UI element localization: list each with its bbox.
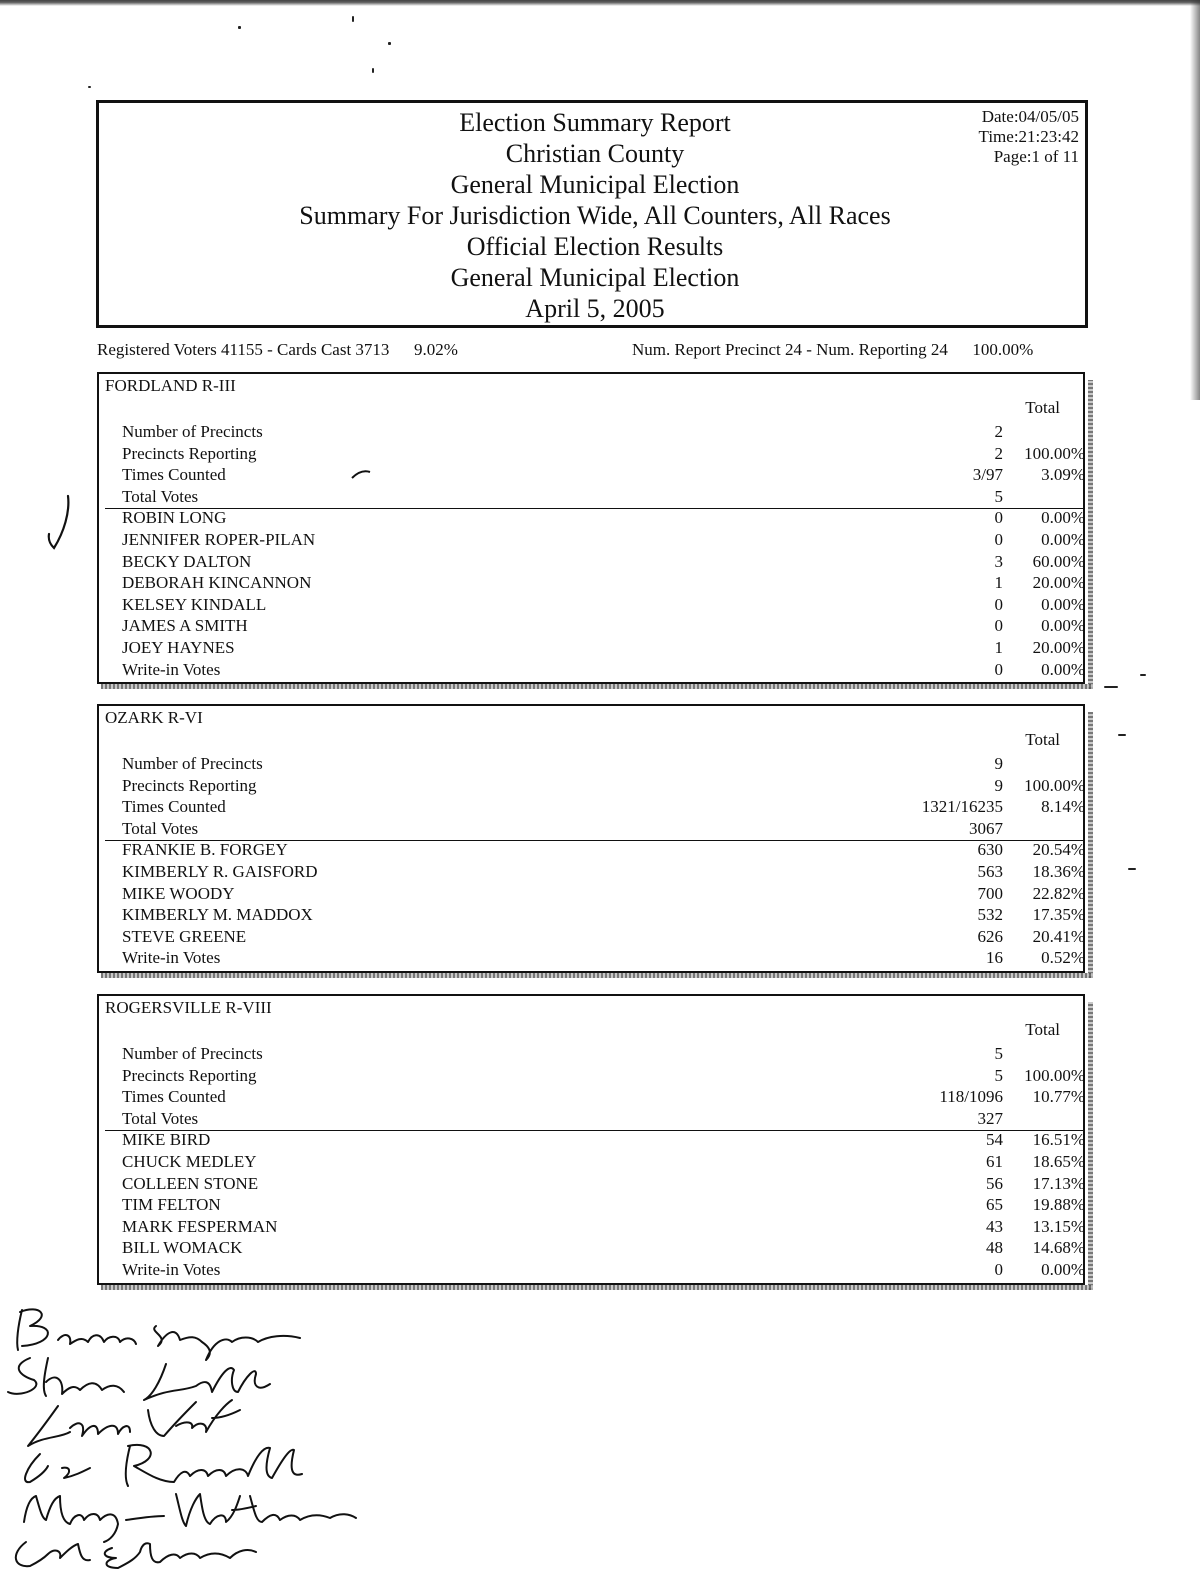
report-page-number: Page:1 of 11: [993, 147, 1079, 166]
registered-voters-text: Registered Voters 41155 - Cards Cast 3713: [97, 340, 390, 359]
vote-count: 630: [977, 840, 1003, 860]
report-title-line: General Municipal Election: [450, 263, 740, 292]
candidate-name: KELSEY KINDALL: [122, 594, 267, 614]
candidate-name: Write-in Votes: [122, 948, 221, 968]
stat-label: Total Votes: [122, 1108, 199, 1128]
stat-row: [99, 796, 1087, 818]
candidate-name: BECKY DALTON: [122, 551, 252, 571]
registered-voters-summary: [97, 340, 458, 360]
stat-row: [99, 1043, 1087, 1065]
candidate-row: [99, 839, 1087, 861]
candidate-name: KIMBERLY R. GAISFORD: [122, 862, 318, 881]
vote-percent: 0.00%: [1041, 616, 1085, 636]
candidate-row: [99, 1259, 1087, 1281]
stat-row: [99, 421, 1087, 443]
candidate-name: JAMES A SMITH: [122, 616, 248, 636]
vote-percent: 19.88%: [1032, 1195, 1085, 1215]
scan-speck: [1128, 868, 1136, 870]
vote-count: 43: [986, 1216, 1003, 1236]
candidate-row: [99, 861, 1087, 883]
stat-value: 5: [994, 1044, 1003, 1063]
vote-count: 0: [994, 508, 1003, 528]
candidate-row: [99, 572, 1087, 594]
stat-percent: 8.14%: [1041, 797, 1085, 817]
stat-value: 9: [994, 775, 1003, 795]
scan-speck: [372, 68, 374, 73]
stat-value: 2: [994, 443, 1003, 463]
candidate-name: ROBIN LONG: [122, 508, 227, 528]
race-title: OZARK R-VI: [105, 708, 203, 727]
stat-percent: 100.00%: [1024, 775, 1085, 795]
vote-percent: 0.00%: [1041, 659, 1085, 679]
candidate-row: [99, 594, 1087, 616]
stat-row: [99, 1065, 1087, 1087]
scan-speck: [1140, 674, 1146, 676]
vote-count: 16: [986, 948, 1003, 968]
candidate-row: [99, 883, 1087, 905]
stat-row: [99, 464, 1087, 486]
vote-percent: 20.41%: [1032, 926, 1085, 946]
stat-value: 3/97: [972, 465, 1003, 485]
stat-label: Times Counted: [122, 797, 226, 817]
candidate-name: MARK FESPERMAN: [122, 1216, 278, 1236]
vote-count: 0: [994, 659, 1003, 679]
stat-percent: 3.09%: [1041, 465, 1085, 485]
vote-percent: 20.00%: [1032, 573, 1085, 593]
candidate-name: Write-in Votes: [122, 659, 221, 679]
precincts-reporting-text: Num. Report Precinct 24 - Num. Reporting 24: [632, 340, 948, 359]
candidate-name: MIKE BIRD: [122, 1130, 211, 1150]
stat-row: [99, 486, 1087, 508]
check-mark-icon: [40, 492, 80, 554]
candidate-name: BILL WOMACK: [122, 1238, 243, 1258]
stat-label: Number of Precincts: [122, 1044, 263, 1063]
scan-speck: [238, 26, 241, 29]
stat-percent: 10.77%: [1032, 1087, 1085, 1107]
vote-percent: 13.15%: [1032, 1216, 1085, 1236]
scan-speck: [88, 86, 91, 88]
candidate-name: KIMBERLY M. MADDOX: [122, 905, 313, 925]
vote-percent: 20.00%: [1032, 638, 1085, 657]
stat-label: Times Counted: [122, 1087, 226, 1107]
candidate-name: DEBORAH KINCANNON: [122, 573, 312, 593]
vote-count: 3: [994, 551, 1003, 571]
precincts-reporting-summary: [632, 340, 1033, 360]
report-title-line: Christian County: [505, 139, 685, 168]
scan-edge-right: [1190, 0, 1200, 400]
vote-percent: 0.52%: [1041, 948, 1085, 968]
vote-percent: 0.00%: [1041, 1260, 1085, 1279]
report-title-line: Official Election Results: [466, 232, 724, 261]
candidate-row: [99, 637, 1087, 659]
candidate-row: [99, 1237, 1087, 1259]
candidate-name: Write-in Votes: [122, 1260, 221, 1279]
race-box: [97, 704, 1085, 973]
candidate-row: [99, 659, 1087, 681]
candidate-row: [99, 615, 1087, 637]
vote-count: 0: [994, 1260, 1003, 1279]
stat-row: [99, 818, 1087, 840]
vote-count: 54: [986, 1130, 1003, 1150]
vote-count: 0: [994, 616, 1003, 636]
tick-mark-icon: [350, 468, 374, 482]
vote-count: 48: [986, 1238, 1003, 1258]
candidate-name: TIM FELTON: [122, 1195, 221, 1215]
stat-row: [99, 775, 1087, 797]
race-box: [97, 994, 1085, 1285]
stat-label: Times Counted: [122, 465, 226, 485]
stat-label: Precincts Reporting: [122, 443, 257, 463]
vote-count: 1: [994, 638, 1003, 657]
vote-percent: 0.00%: [1041, 594, 1085, 614]
vote-percent: 18.36%: [1032, 862, 1085, 881]
scan-speck: [1118, 734, 1126, 736]
stat-row: [99, 1108, 1087, 1130]
stat-label: Number of Precincts: [122, 422, 263, 441]
candidate-name: COLLEEN STONE: [122, 1173, 259, 1193]
stat-label: Total Votes: [122, 818, 199, 838]
cards-cast-percent: 9.02%: [413, 340, 458, 359]
candidate-row: [99, 1194, 1087, 1216]
total-column-header: Total: [1025, 730, 1060, 749]
scan-speck: [1104, 686, 1118, 688]
scan-speck: [388, 42, 391, 45]
stat-row: [99, 753, 1087, 775]
report-header-box: [96, 100, 1088, 328]
vote-count: 563: [977, 862, 1003, 881]
stat-value: 2: [994, 422, 1003, 441]
vote-percent: 17.35%: [1032, 905, 1085, 925]
race-box: [97, 372, 1085, 684]
stat-label: Total Votes: [122, 486, 199, 506]
vote-count: 626: [977, 926, 1003, 946]
stat-percent: 100.00%: [1024, 1065, 1085, 1085]
stat-value: 5: [994, 486, 1003, 506]
candidate-name: JENNIFER ROPER-PILAN: [122, 530, 316, 549]
candidate-row: [99, 1129, 1087, 1151]
vote-count: 700: [977, 883, 1003, 903]
stat-value: 5: [994, 1065, 1003, 1085]
vote-percent: 60.00%: [1032, 551, 1085, 571]
vote-count: 1: [994, 573, 1003, 593]
report-time: Time:21:23:42: [978, 127, 1079, 146]
stat-label: Number of Precincts: [122, 754, 263, 773]
report-title-line: Summary For Jurisdiction Wide, All Counters, All Races: [299, 201, 891, 230]
stat-label: Precincts Reporting: [122, 775, 257, 795]
precincts-reporting-percent: 100.00%: [972, 340, 1034, 359]
candidate-row: [99, 904, 1087, 926]
report-title-line: General Municipal Election: [450, 170, 740, 199]
candidate-name: JOEY HAYNES: [122, 638, 235, 657]
vote-count: 0: [994, 594, 1003, 614]
vote-percent: 0.00%: [1041, 508, 1085, 528]
race-title: FORDLAND R-III: [105, 376, 236, 395]
vote-percent: 0.00%: [1041, 530, 1085, 549]
vote-count: 56: [986, 1173, 1003, 1193]
candidate-name: CHUCK MEDLEY: [122, 1152, 257, 1171]
candidate-name: STEVE GREENE: [122, 926, 247, 946]
total-column-header: Total: [1025, 1020, 1060, 1039]
candidate-row: [99, 529, 1087, 551]
stat-value: 118/1096: [939, 1087, 1003, 1107]
vote-percent: 20.54%: [1032, 840, 1085, 860]
candidate-row: [99, 1151, 1087, 1173]
vote-percent: 16.51%: [1032, 1130, 1085, 1150]
stat-percent: 100.00%: [1024, 443, 1085, 463]
stat-label: Precincts Reporting: [122, 1065, 257, 1085]
stat-row: [99, 1086, 1087, 1108]
candidate-name: FRANKIE B. FORGEY: [122, 840, 288, 860]
candidate-row: [99, 1216, 1087, 1238]
vote-percent: 22.82%: [1032, 883, 1085, 903]
candidate-row: [99, 551, 1087, 573]
candidate-row: [99, 1173, 1087, 1195]
vote-count: 61: [986, 1152, 1003, 1171]
candidate-name: MIKE WOODY: [122, 883, 235, 903]
vote-count: 532: [977, 905, 1003, 925]
candidate-row: [99, 926, 1087, 948]
vote-percent: 18.65%: [1032, 1152, 1085, 1171]
stat-value: 1321/16235: [921, 797, 1003, 817]
report-title-line: April 5, 2005: [525, 294, 665, 323]
report-meta: [979, 107, 1079, 167]
candidate-row: [99, 507, 1087, 529]
report-date: Date:04/05/05: [981, 107, 1079, 126]
vote-count: 65: [986, 1195, 1003, 1215]
stat-value: 327: [977, 1108, 1003, 1128]
scan-edge-top: [0, 0, 1200, 6]
stat-value: 9: [994, 754, 1003, 773]
candidate-row: [99, 947, 1087, 969]
stat-value: 3067: [969, 818, 1003, 838]
vote-count: 0: [994, 530, 1003, 549]
stat-row: [99, 443, 1087, 465]
report-title-block: [99, 107, 1091, 324]
vote-percent: 14.68%: [1032, 1238, 1085, 1258]
signatures-block: [0, 1296, 380, 1576]
report-title-line: Election Summary Report: [459, 108, 731, 137]
total-column-header: Total: [1025, 398, 1060, 417]
vote-percent: 17.13%: [1032, 1173, 1085, 1193]
race-title: ROGERSVILLE R-VIII: [105, 998, 272, 1017]
scan-speck: [352, 16, 354, 22]
